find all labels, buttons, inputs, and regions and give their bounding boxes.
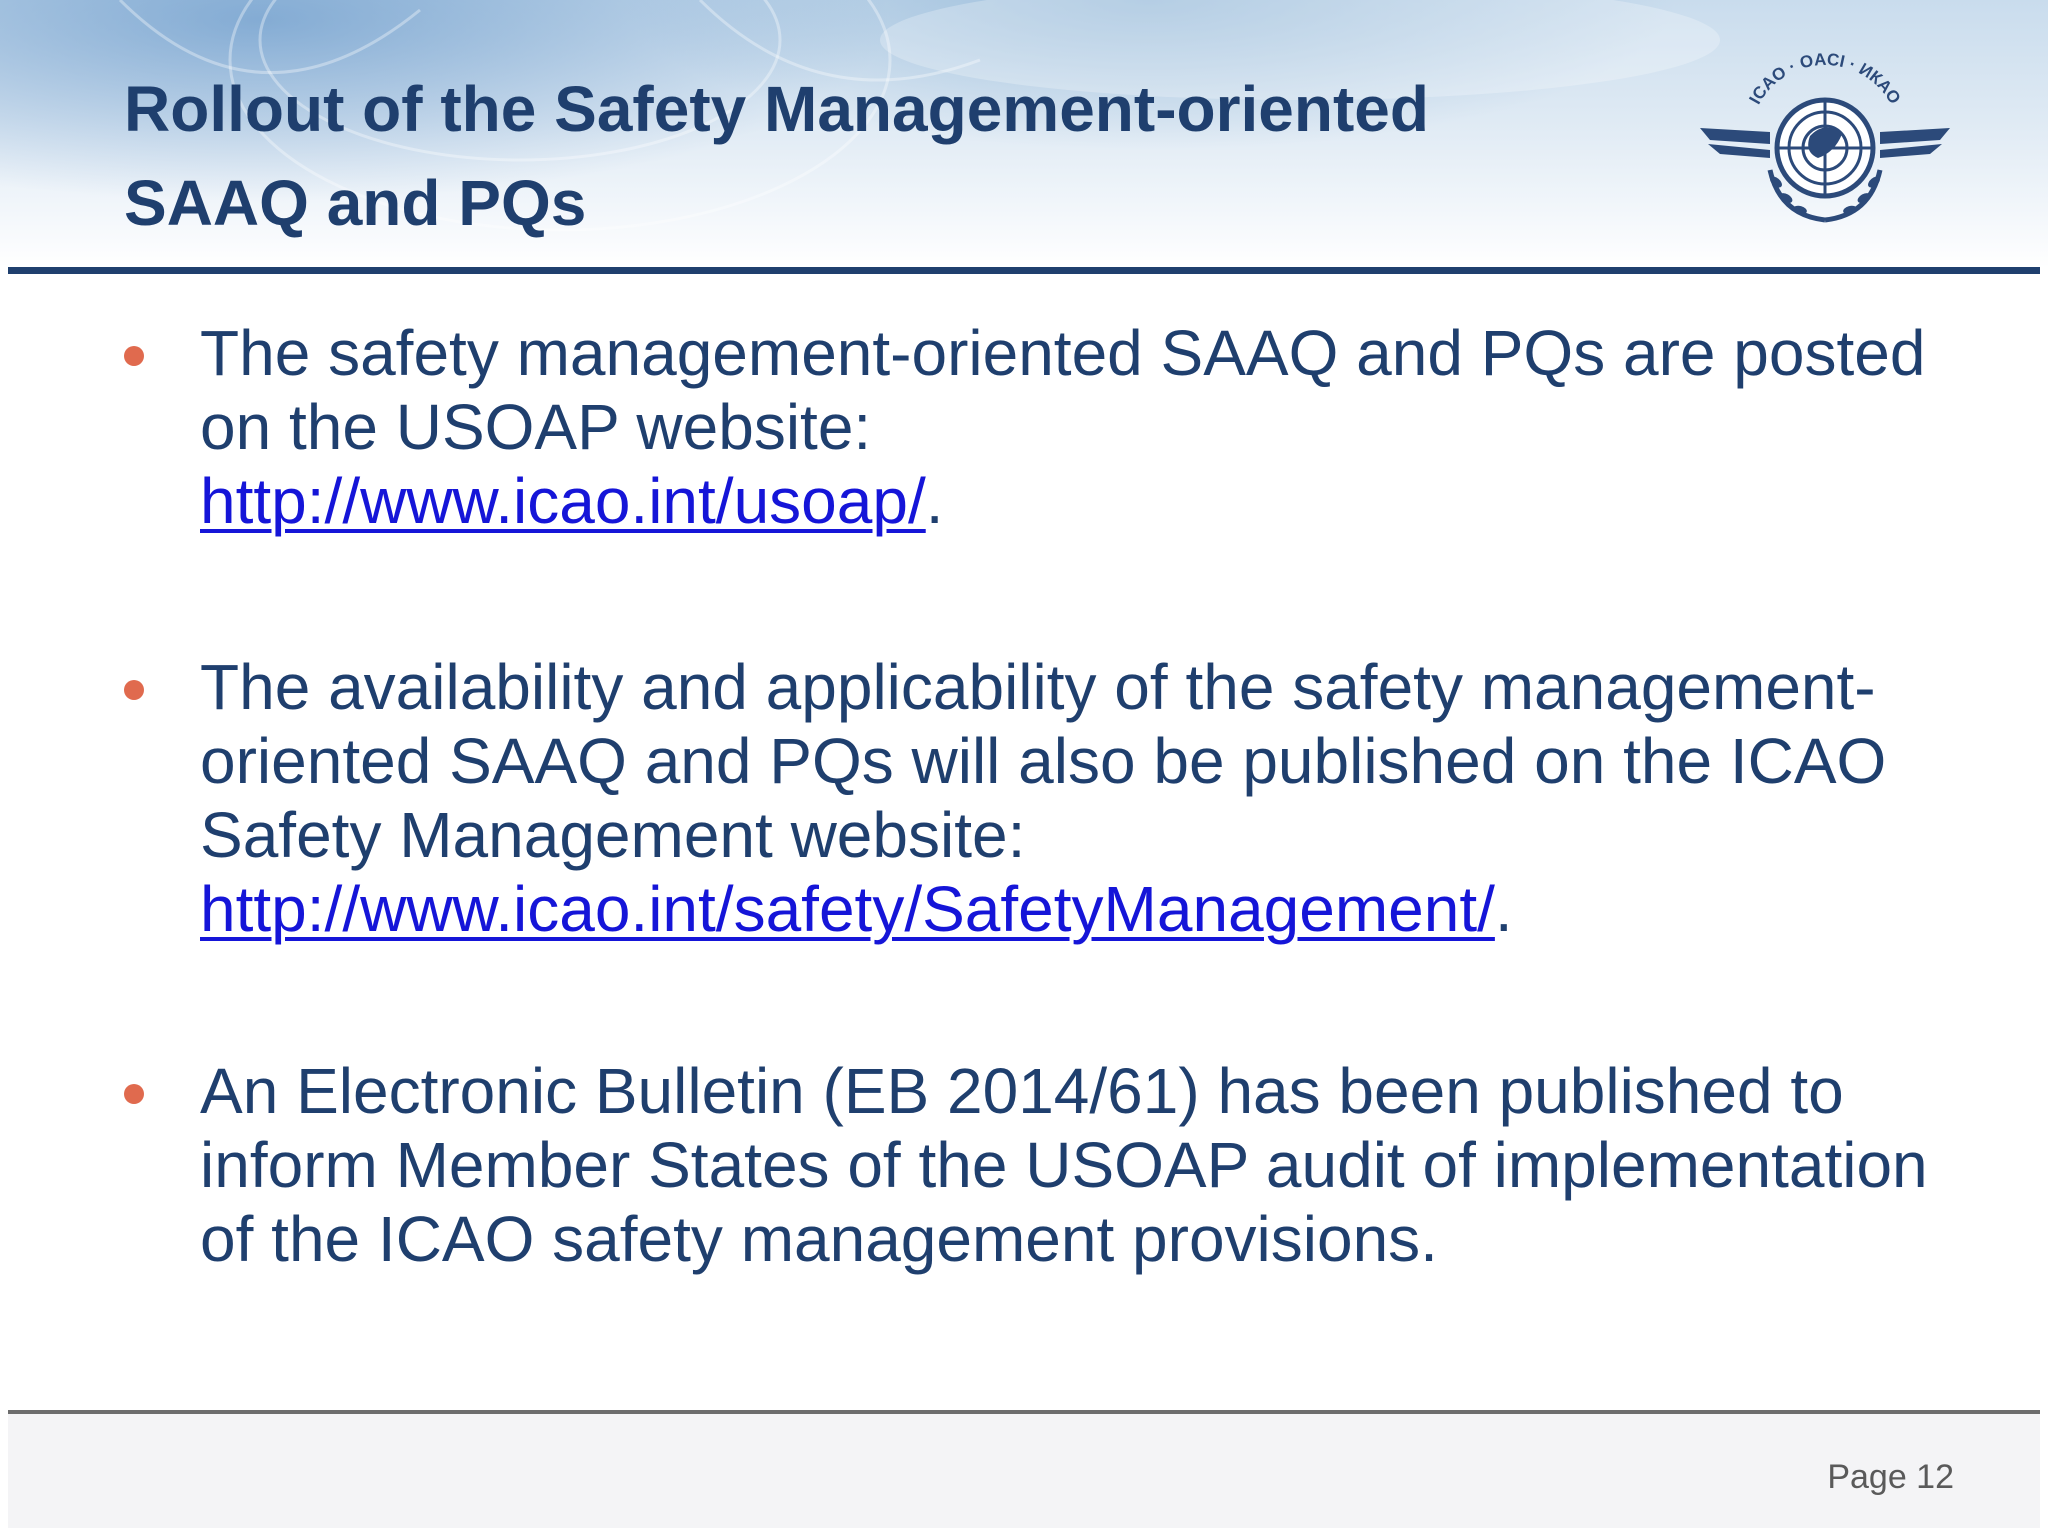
slide-footer xyxy=(8,1414,2040,1528)
bullet-suffix: . xyxy=(1494,873,1513,945)
bullet-dot-icon xyxy=(124,680,144,700)
icao-logo-icon xyxy=(1700,40,1950,240)
header-divider xyxy=(8,267,2040,274)
slide-title-line-1: Rollout of the Safety Management-oriented xyxy=(124,73,1429,145)
slide-title-line-2: SAAQ and PQs xyxy=(124,167,587,239)
bullet-text xyxy=(200,1054,1960,1276)
bullet-body: The safety management-oriented SAAQ and PQs are posted on the USOAP website: xyxy=(200,317,1926,463)
safety-management-website-link[interactable]: http://www.icao.int/safety/SafetyManagement/ xyxy=(200,873,1495,945)
slide-header xyxy=(0,0,2048,268)
bullet-body: An Electronic Bulletin (EB 2014/61) has been published to inform Member States of the USOAP audit of implementation of the ICAO safety management provisions. xyxy=(200,1055,1928,1275)
bullet-text xyxy=(200,316,1960,538)
bullet-dot-icon xyxy=(124,346,144,366)
page-number: Page 12 xyxy=(1827,1458,1954,1496)
bullet-dot-icon xyxy=(124,1084,144,1104)
bullet-text xyxy=(200,650,1960,946)
usoap-website-link[interactable]: http://www.icao.int/usoap/ xyxy=(200,465,926,537)
bullet-body: The availability and applicability of the safety management-oriented SAAQ and PQs will also be published on the ICAO Safety Management website: xyxy=(200,651,1887,871)
bullet-suffix: . xyxy=(925,465,944,537)
logo-text: ICAO · OACI · ИКАО xyxy=(1745,49,1905,108)
slide-title xyxy=(124,62,1624,250)
